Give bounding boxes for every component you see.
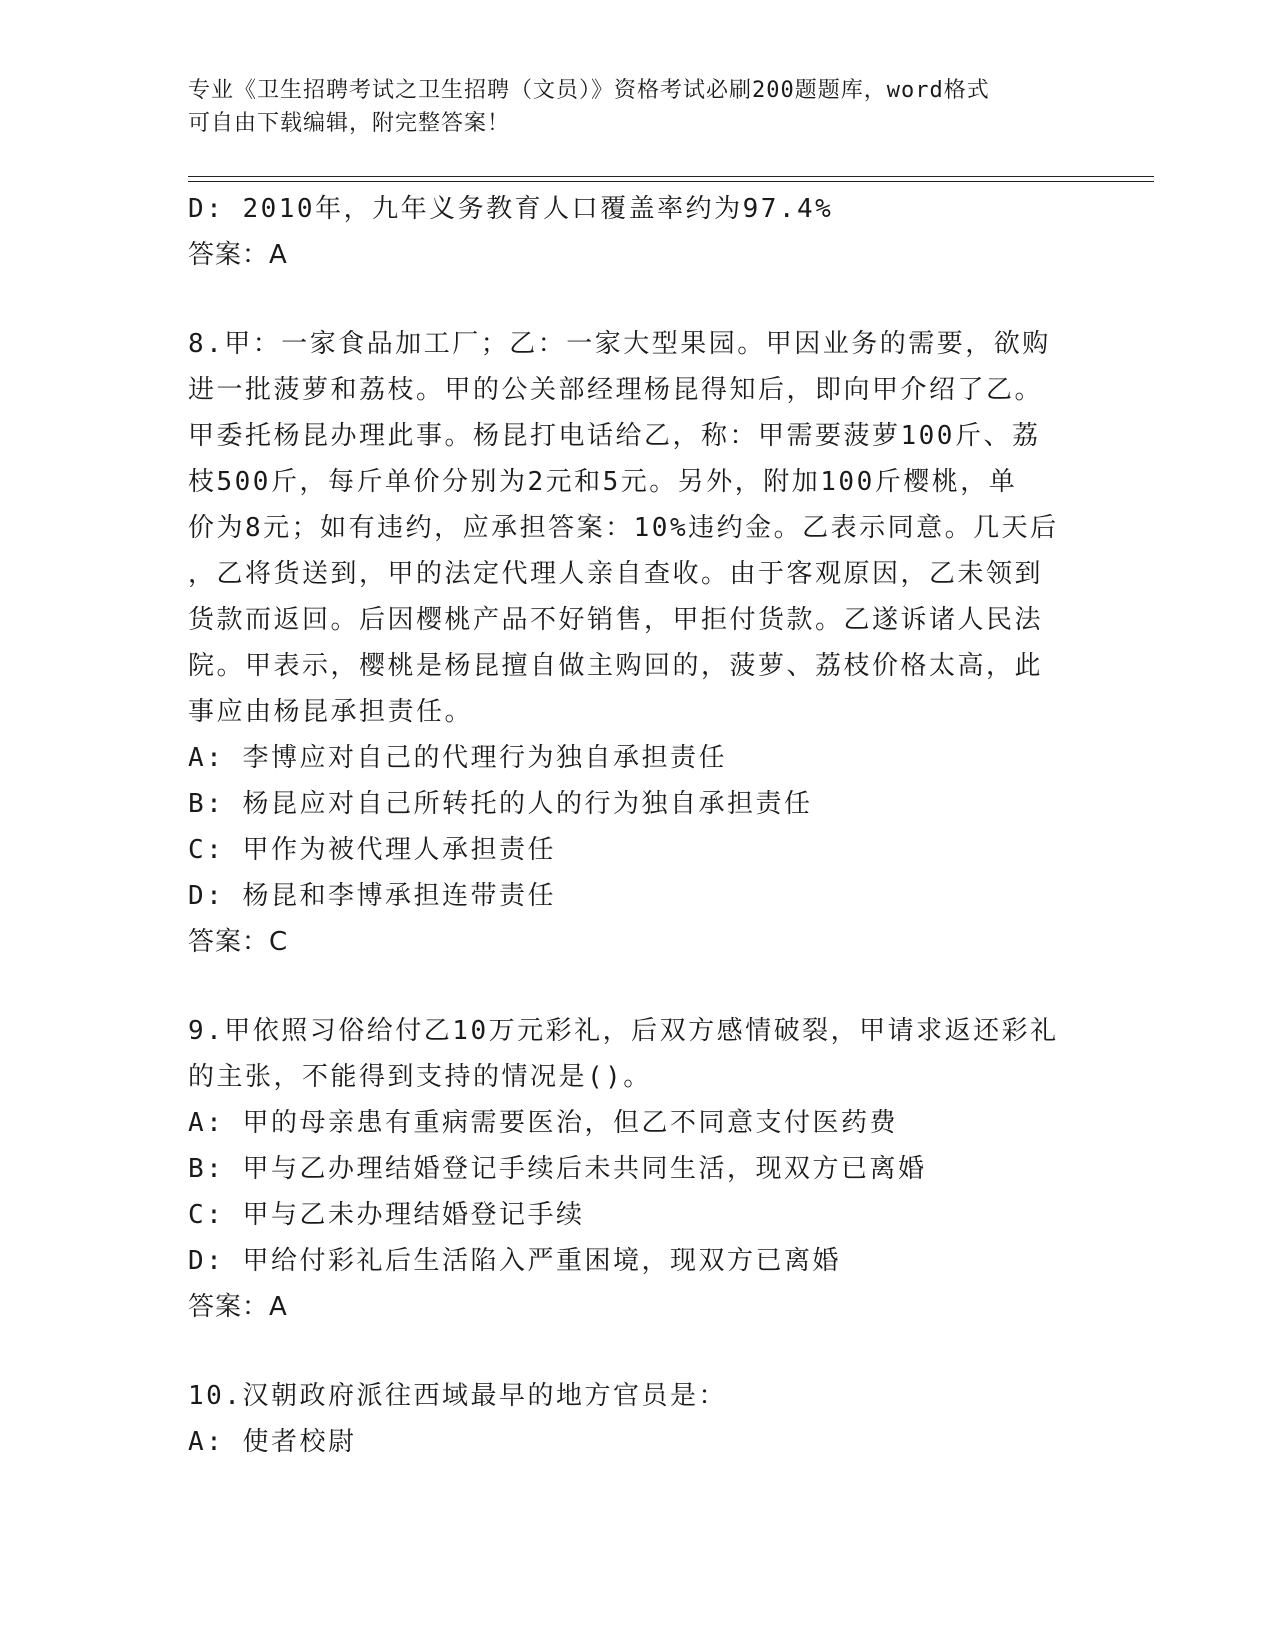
spacer bbox=[188, 1330, 1088, 1373]
q8-option-b: B: 杨昆应对自己所转托的人的行为独自承担责任 bbox=[188, 789, 813, 819]
page-header bbox=[188, 74, 1068, 140]
spacer bbox=[188, 965, 1088, 1008]
q7-answer: 答案：A bbox=[188, 240, 288, 270]
q7-option-d: D: 2010年，九年义务教育人口覆盖率约为97.4% bbox=[188, 194, 834, 224]
q8-option-c: C: 甲作为被代理人承担责任 bbox=[188, 835, 556, 865]
question-8 bbox=[188, 321, 1088, 965]
q10-option-a: A: 使者校尉 bbox=[188, 1427, 357, 1457]
question-content bbox=[188, 186, 1088, 1465]
q8-stem-line: ，乙将货送到，甲的法定代理人亲自查收。由于客观原因，乙未领到 bbox=[188, 559, 1044, 589]
q9-option-d: D: 甲给付彩礼后生活陷入严重困境，现双方已离婚 bbox=[188, 1246, 841, 1276]
question-10 bbox=[188, 1373, 1088, 1465]
q8-stem-line: 甲委托杨昆办理此事。杨昆打电话给乙，称：甲需要菠萝100斤、荔 bbox=[188, 421, 1041, 451]
q8-stem-line: 8.甲：一家食品加工厂；乙：一家大型果园。甲因业务的需要，欲购 bbox=[188, 329, 1051, 359]
q9-option-c: C: 甲与乙未办理结婚登记手续 bbox=[188, 1200, 585, 1230]
header-divider-top bbox=[188, 176, 1154, 177]
q8-option-a: A: 李博应对自己的代理行为独自承担责任 bbox=[188, 743, 727, 773]
q9-stem-line: 的主张，不能得到支持的情况是()。 bbox=[188, 1062, 652, 1092]
question-9 bbox=[188, 1008, 1088, 1330]
q8-stem-line: 事应由杨昆承担责任。 bbox=[188, 697, 474, 727]
q8-stem-line: 枝500斤，每斤单价分别为2元和5元。另外，附加100斤樱桃，单 bbox=[188, 467, 1018, 497]
q8-answer: 答案：C bbox=[188, 927, 289, 957]
q9-stem-line: 9.甲依照习俗给付乙10万元彩礼，后双方感情破裂，甲请求返还彩礼 bbox=[188, 1016, 1059, 1046]
spacer bbox=[188, 278, 1088, 321]
q8-option-d: D: 杨昆和李博承担连带责任 bbox=[188, 881, 556, 911]
q8-stem-line: 货款而返回。后因樱桃产品不好销售，甲拒付货款。乙遂诉诸人民法 bbox=[188, 605, 1044, 635]
q8-stem-line: 价为8元；如有违约，应承担答案：10%违约金。乙表示同意。几天后 bbox=[188, 513, 1059, 543]
q9-option-a: A: 甲的母亲患有重病需要医治，但乙不同意支付医药费 bbox=[188, 1108, 898, 1138]
q8-stem-line: 进一批菠萝和荔枝。甲的公关部经理杨昆得知后，即向甲介绍了乙。 bbox=[188, 375, 1044, 405]
q8-stem-line: 院。甲表示，樱桃是杨昆擅自做主购回的，菠萝、荔枝价格太高，此 bbox=[188, 651, 1044, 681]
q10-stem: 10.汉朝政府派往西域最早的地方官员是： bbox=[188, 1381, 727, 1411]
header-title-line-1: 专业《卫生招聘考试之卫生招聘（文员）》资格考试必刷200题题库，word格式 bbox=[188, 78, 990, 103]
q9-option-b: B: 甲与乙办理结婚登记手续后未共同生活，现双方已离婚 bbox=[188, 1154, 927, 1184]
header-divider-bottom bbox=[188, 181, 1154, 182]
q9-answer: 答案：A bbox=[188, 1292, 288, 1322]
header-title-line-2: 可自由下载编辑，附完整答案！ bbox=[188, 111, 511, 136]
